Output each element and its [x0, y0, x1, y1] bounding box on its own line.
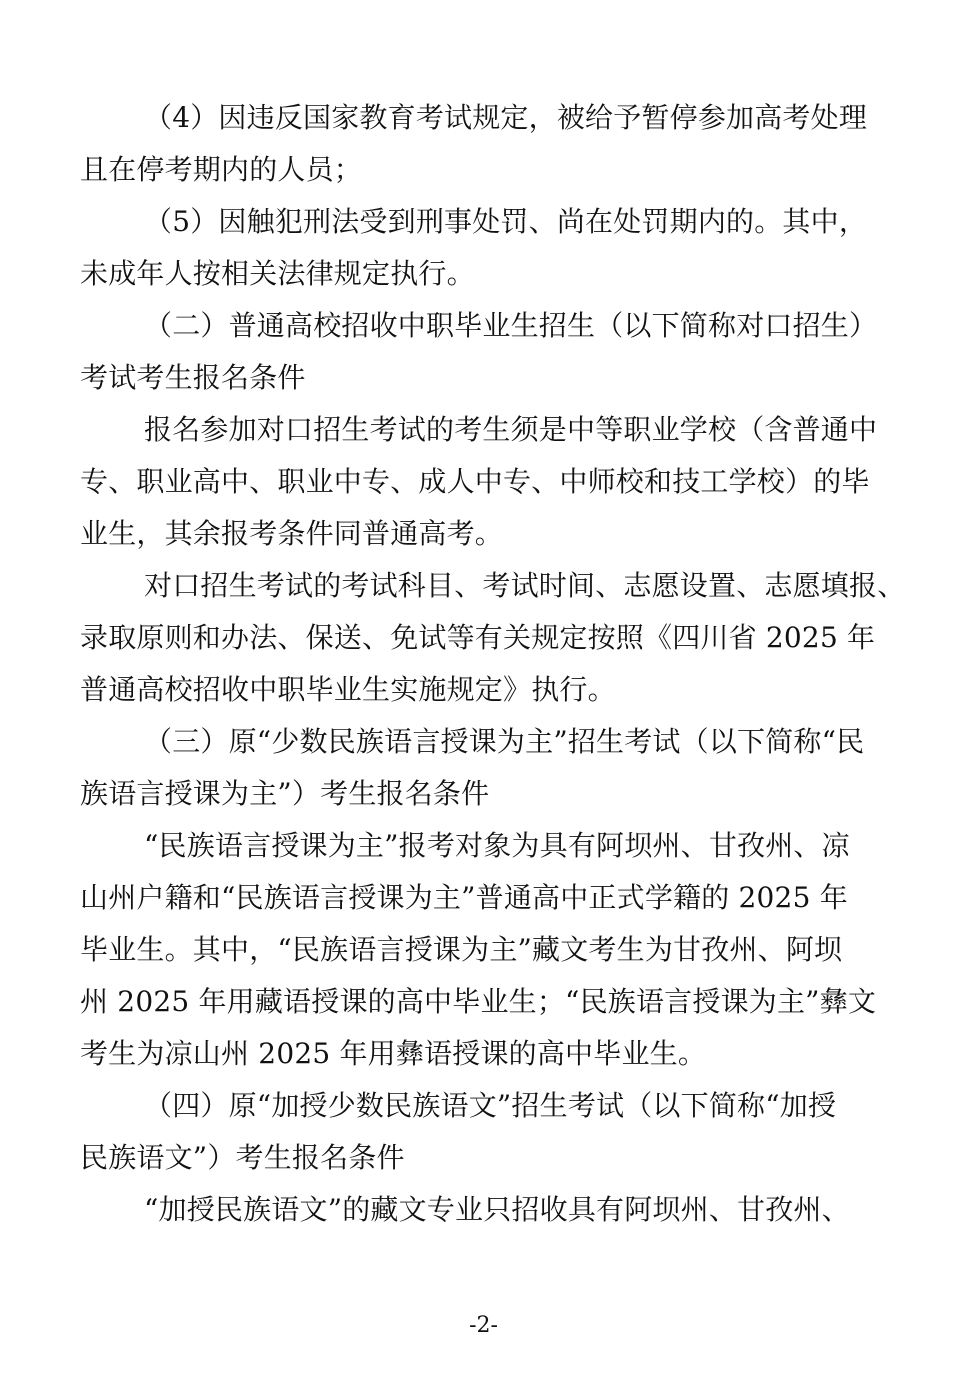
section-heading-line: 民族语文”）考生报名条件	[80, 1141, 405, 1174]
paragraph-line: （4）因违反国家教育考试规定，被给予暂停参加高考处理	[144, 101, 868, 134]
section-heading-line: （二）普通高校招收中职毕业生招生（以下简称对口招生）	[144, 309, 878, 342]
paragraph-item-5	[80, 196, 900, 300]
section-heading-4	[80, 1080, 900, 1184]
section-heading-line: （三）原“少数民族语言授课为主”招生考试（以下简称“民	[144, 725, 865, 758]
paragraph-ethnic-language-eligibility	[80, 820, 900, 1080]
paragraph-line: 报名参加对口招生考试的考生须是中等职业学校（含普通中	[144, 413, 878, 446]
section-heading-line: 考试考生报名条件	[80, 361, 306, 394]
paragraph-line: 业生，其余报考条件同普通高考。	[80, 517, 504, 550]
paragraph-line: 且在停考期内的人员；	[80, 153, 363, 186]
paragraph-line: 考生为凉山州 2025 年用彝语授课的高中毕业生。	[80, 1037, 707, 1070]
paragraph-line: 普通高校招收中职毕业生实施规定》执行。	[80, 673, 616, 706]
paragraph-vocational-rules	[80, 560, 906, 716]
document-body	[80, 92, 906, 1236]
paragraph-line: “加授民族语文”的藏文专业只招收具有阿坝州、甘孜州、	[144, 1193, 850, 1226]
paragraph-line: 未成年人按相关法律规定执行。	[80, 257, 475, 290]
paragraph-vocational-eligibility	[80, 404, 900, 560]
section-heading-2	[80, 300, 900, 404]
paragraph-item-4	[80, 92, 900, 196]
paragraph-line: 州 2025 年用藏语授课的高中毕业生；“民族语言授课为主”彝文	[80, 985, 877, 1018]
paragraph-line: 山州户籍和“民族语言授课为主”普通高中正式学籍的 2025 年	[80, 881, 848, 914]
page-number: -2-	[469, 1313, 498, 1338]
section-heading-line: 族语言授课为主”）考生报名条件	[80, 777, 490, 810]
paragraph-line: 专、职业高中、职业中专、成人中专、中师校和技工学校）的毕	[80, 465, 870, 498]
paragraph-line: 录取原则和办法、保送、免试等有关规定按照《四川省 2025 年	[80, 621, 876, 654]
section-heading-line: （四）原“加授少数民族语文”招生考试（以下简称“加授	[144, 1089, 837, 1122]
paragraph-line: 对口招生考试的考试科目、考试时间、志愿设置、志愿填报、	[144, 569, 906, 602]
paragraph-added-language-eligibility	[80, 1184, 900, 1236]
paragraph-line: （5）因触犯刑法受到刑事处罚、尚在处罚期内的。其中，	[144, 205, 868, 238]
paragraph-line: “民族语言授课为主”报考对象为具有阿坝州、甘孜州、凉	[144, 829, 850, 862]
section-heading-3	[80, 716, 900, 820]
paragraph-line: 毕业生。其中，“民族语言授课为主”藏文考生为甘孜州、阿坝	[80, 933, 843, 966]
